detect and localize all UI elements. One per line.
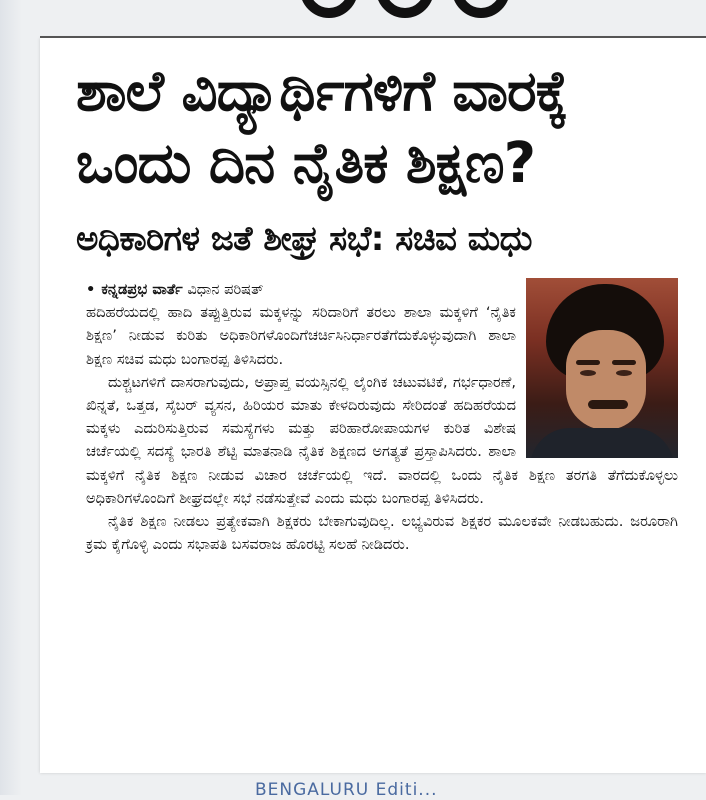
news-source: ಕನ್ನಡಪ್ರಭ ವಾರ್ತೆ (101, 281, 183, 298)
masthead-fragment (300, 0, 600, 20)
subheadline: ಅಧಿಕಾರಿಗಳ ಜತೆ ಶೀಘ್ರ ಸಭೆ: ಸಚಿವ ಮಧು (76, 219, 532, 259)
paragraph-3: ನೈತಿಕ ಶಿಕ್ಷಣ ನೀಡಲು ಪ್ರತ್ಯೇಕವಾಗಿ ಶಿಕ್ಷಕರು ಬೇಕಾಗುವುದಿಲ್ಲ. ಲಭ್ಯವಿರುವ ಶಿಕ್ಷಕರ ಮೂಲಕವೇ ನೀಡಬಹುದು. ಜರೂರಾಗಿ ಕ್ರಮ ಕೈಗೊಳ್ಳಿ ಎಂದು ಸಭಾಪತಿ ಬಸವರಾಜ ಹೊರಟ್ಟಿ ಸಲಹೆ ನೀಡಿದರು. (86, 513, 678, 554)
paragraph-1: ಹದಿಹರೆಯದಲ್ಲಿ ಹಾದಿ ತಪ್ಪುತ್ತಿರುವ ಮಕ್ಕಳನ್ನು ಸರಿದಾರಿಗೆ ತರಲು ಶಾಲಾ ಮಕ್ಕಳಿಗೆ ‘ನೈತಿಕ ಶಿಕ್ಷಣ’ ನೀಡುವ ಕುರಿತು ಅಧಿಕಾರಿಗಳೊಂದಿಗೆಚರ್ಚಿಸಿನಿರ್ಧಾರತೆಗೆದುಕೊಳ್ಳುವುದಾಗಿ ಶಾಲಾ ಶಿಕ್ಷಣ ಸಚಿವ ಮಧು ಬಂಗಾರಪ್ಪ ತಿಳಿಸಿದರು. (86, 304, 516, 368)
article-body (86, 278, 678, 556)
dateline-bullet: • (86, 281, 96, 298)
headline: ಶಾಲೆ ವಿದ್ಯಾರ್ಥಿಗಳಿಗೆ ವಾರಕ್ಕೆ ಒಂದು ದಿನ ನೈತಿಕ ಶಿಕ್ಷಣ? (76, 59, 568, 196)
page-side-strip (0, 0, 22, 795)
top-rule (40, 36, 706, 38)
edition-label: BENGALURU Editi... (255, 780, 438, 800)
minister-photo (526, 278, 678, 458)
paragraph-2: ದುಶ್ಚಟಗಳಿಗೆ ದಾಸರಾಗುವುದು, ಅಪ್ರಾಪ್ತ ವಯಸ್ಸಿನಲ್ಲಿ ಲೈಂಗಿಕ ಚಟುವಟಿಕೆ, ಗರ್ಭಧಾರಣೆ, ಖಿನ್ನತೆ, ಒತ್ತಡ, ಸೈಬರ್ ವ್ಯಸನ, ಹಿರಿಯರ ಮಾತು ಕೇಳದಿರುವುದು ಸೇರಿದಂತೆ ಹದಿಹರೆಯದ ಮಕ್ಕಳು ಎದುರಿಸುತ್ತಿರುವ ಸಮಸ್ಯೆಗಳು ಮತ್ತು ಪರಿಹಾರೋಪಾಯಗಳ ಕುರಿತ ವಿಶೇಷ ಚರ್ಚೆಯಲ್ಲಿ ಸದಸ್ಯೆ ಭಾರತಿ ಶೆಟ್ಟಿ ಮಾತನಾಡಿ ನೈತಿಕ ಶಿಕ್ಷಣದ ಅಗತ್ಯತೆ ಪ್ರಸ್ತಾಪಿಸಿದರು. ಶಾಲಾ ಮಕ್ಕಳಿಗೆ ನೈತಿಕ ಶಿಕ್ಷಣ ನೀಡುವ ವಿಚಾರ ಚರ್ಚೆಯಲ್ಲಿ ಇದೆ. ವಾರದಲ್ಲಿ ಒಂದು ನೈತಿಕ ಶಿಕ್ಷಣ ತರಗತಿ ತೆಗೆದುಕೊಳ್ಳಲು ಅಧಿಕಾರಿಗಳೊಂದಿಗೆ ಶೀಘ್ರದಲ್ಲೇ ಸಭೆ ನಡೆಸುತ್ತೇವೆ ಎಂದು ಮಧು ಬಂಗಾರಪ್ಪ ತಿಳಿಸಿದರು. (86, 373, 678, 507)
dateline-place: ವಿಧಾನ ಪರಿಷತ್ (187, 281, 264, 298)
